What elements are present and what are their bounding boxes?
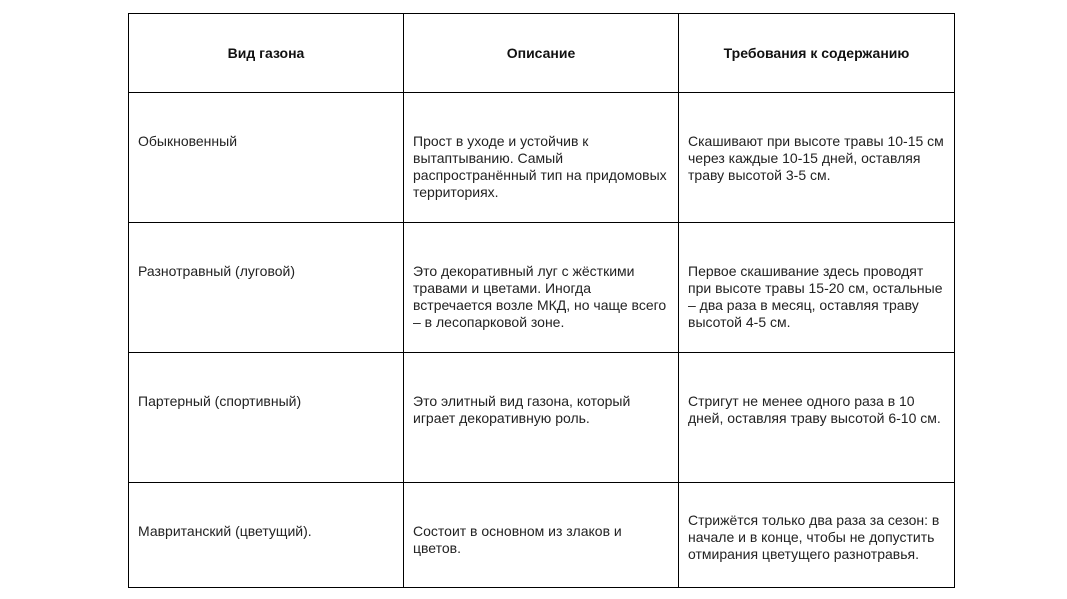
description-text: Это элитный вид газона, который играет декоративную роль. (413, 393, 631, 426)
cell-requirements (679, 353, 955, 483)
cell-requirements (679, 223, 955, 353)
description-text: Состоит в основном из злаков и цветов. (413, 523, 622, 556)
table-row (129, 483, 955, 588)
table-row (129, 353, 955, 483)
cell-description (404, 93, 679, 223)
cell-description (404, 223, 679, 353)
lawn-type-text: Партерный (спортивный) (138, 393, 302, 409)
table-row (129, 93, 955, 223)
cell-lawn-type (129, 223, 404, 353)
header-maintenance-requirements: Требования к содержанию (679, 14, 955, 93)
requirements-text: Скашивают при высоте травы 10-15 см через каждые 10-15 дней, оставляя траву высотой 3-5 см. (688, 133, 944, 183)
cell-requirements (679, 93, 955, 223)
header-description: Описание (404, 14, 679, 93)
cell-description (404, 353, 679, 483)
requirements-text: Первое скашивание здесь проводят при высоте травы 15-20 см, остальные – два раза в месяц, оставляя траву высотой 4-5 см. (688, 263, 943, 330)
lawn-type-text: Мавританский (цветущий). (138, 523, 312, 539)
requirements-text: Стригут не менее одного раза в 10 дней, оставляя траву высотой 6-10 см. (688, 393, 941, 426)
cell-lawn-type (129, 353, 404, 483)
lawn-type-text: Обыкновенный (138, 133, 238, 149)
lawn-types-table (128, 13, 955, 588)
table-row (129, 223, 955, 353)
description-text: Прост в уходе и устойчив к вытаптыванию. Самый распространённый тип на придомовых территориях. (413, 133, 667, 200)
table-header-row (129, 14, 955, 93)
cell-description (404, 483, 679, 588)
header-lawn-type: Вид газона (129, 14, 404, 93)
cell-lawn-type (129, 483, 404, 588)
cell-lawn-type (129, 93, 404, 223)
requirements-text: Стрижётся только два раза за сезон: в начале и в конце, чтобы не допустить отмирания цветущего разнотравья. (688, 512, 940, 562)
cell-requirements (679, 483, 955, 588)
lawn-type-text: Разнотравный (луговой) (138, 263, 296, 279)
description-text: Это декоративный луг с жёсткими травами и цветами. Иногда встречается возле МКД, но чаще всего – в лесопарковой зоне. (413, 263, 667, 330)
